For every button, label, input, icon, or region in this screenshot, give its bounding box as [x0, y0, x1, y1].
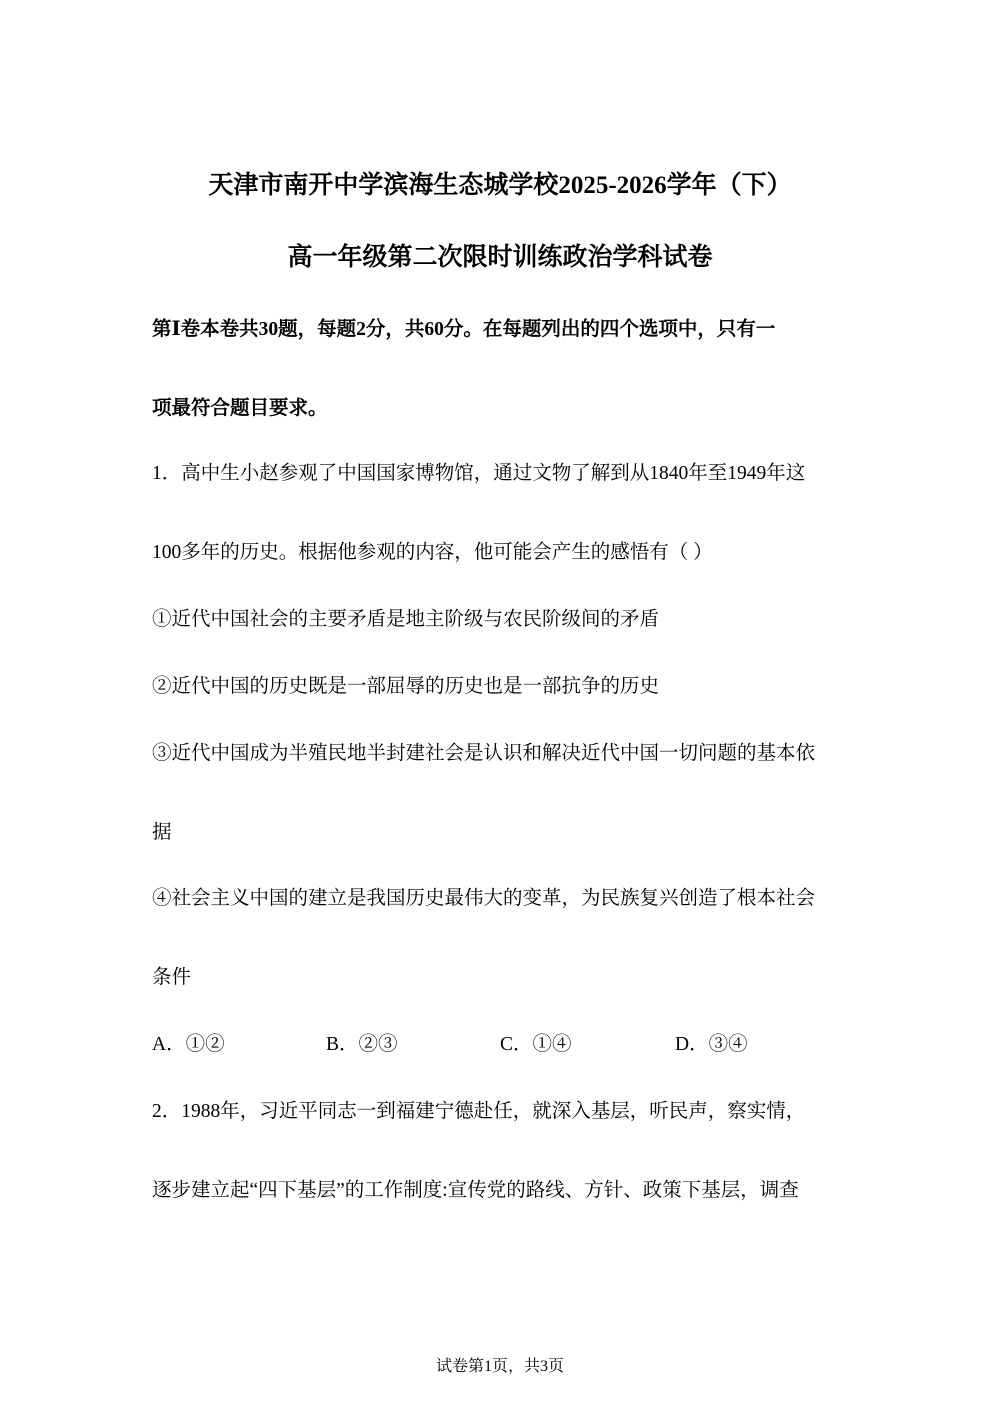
question-1-option-b: B．②③: [326, 1034, 398, 1055]
question-1-option-a: A．①②: [152, 1034, 225, 1055]
question-1-stem-line-2: 100多年的历史。根据他参观的内容，他可能会产生的感悟有（ ）: [152, 542, 713, 563]
section-instructions-line-2: 项最符合题目要求。: [152, 398, 328, 419]
question-1-statement-4-cont: 条件: [152, 967, 192, 988]
section-instructions-line-1: 第Ⅰ卷本卷共30题，每题2分，共60分。在每题列出的四个选项中，只有一: [152, 319, 776, 340]
exam-title-line-2: 高一年级第二次限时训练政治学科试卷: [287, 244, 713, 271]
question-1-statement-1: ①近代中国社会的主要矛盾是地主阶级与农民阶级间的矛盾: [152, 609, 660, 630]
question-1-statement-2: ②近代中国的历史既是一部屈辱的历史也是一部抗争的历史: [152, 676, 660, 697]
question-1-option-d: D．③④: [675, 1034, 748, 1055]
question-1-statement-3-cont: 据: [152, 822, 172, 843]
question-1-option-c: C．①④: [500, 1034, 572, 1055]
question-2-stem-line-2: 逐步建立起“四下基层”的工作制度:宣传党的路线、方针、政策下基层，调查: [152, 1180, 799, 1201]
question-2-stem-line-1: 2．1988年，习近平同志一到福建宁德赴任，就深入基层，听民声，察实情，: [152, 1101, 806, 1122]
exam-title-line-1: 天津市南开中学滨海生态城学校2025-2026学年（下）: [208, 172, 792, 199]
question-1-stem-line-1: 1．高中生小赵参观了中国国家博物馆，通过文物了解到从1840年至1949年这: [152, 463, 806, 484]
page-footer: 试卷第1页，共3页: [435, 1358, 564, 1375]
question-1-statement-4: ④社会主义中国的建立是我国历史最伟大的变革，为民族复兴创造了根本社会: [152, 888, 816, 909]
question-1-statement-3: ③近代中国成为半殖民地半封建社会是认识和解决近代中国一切问题的基本依: [152, 743, 816, 764]
